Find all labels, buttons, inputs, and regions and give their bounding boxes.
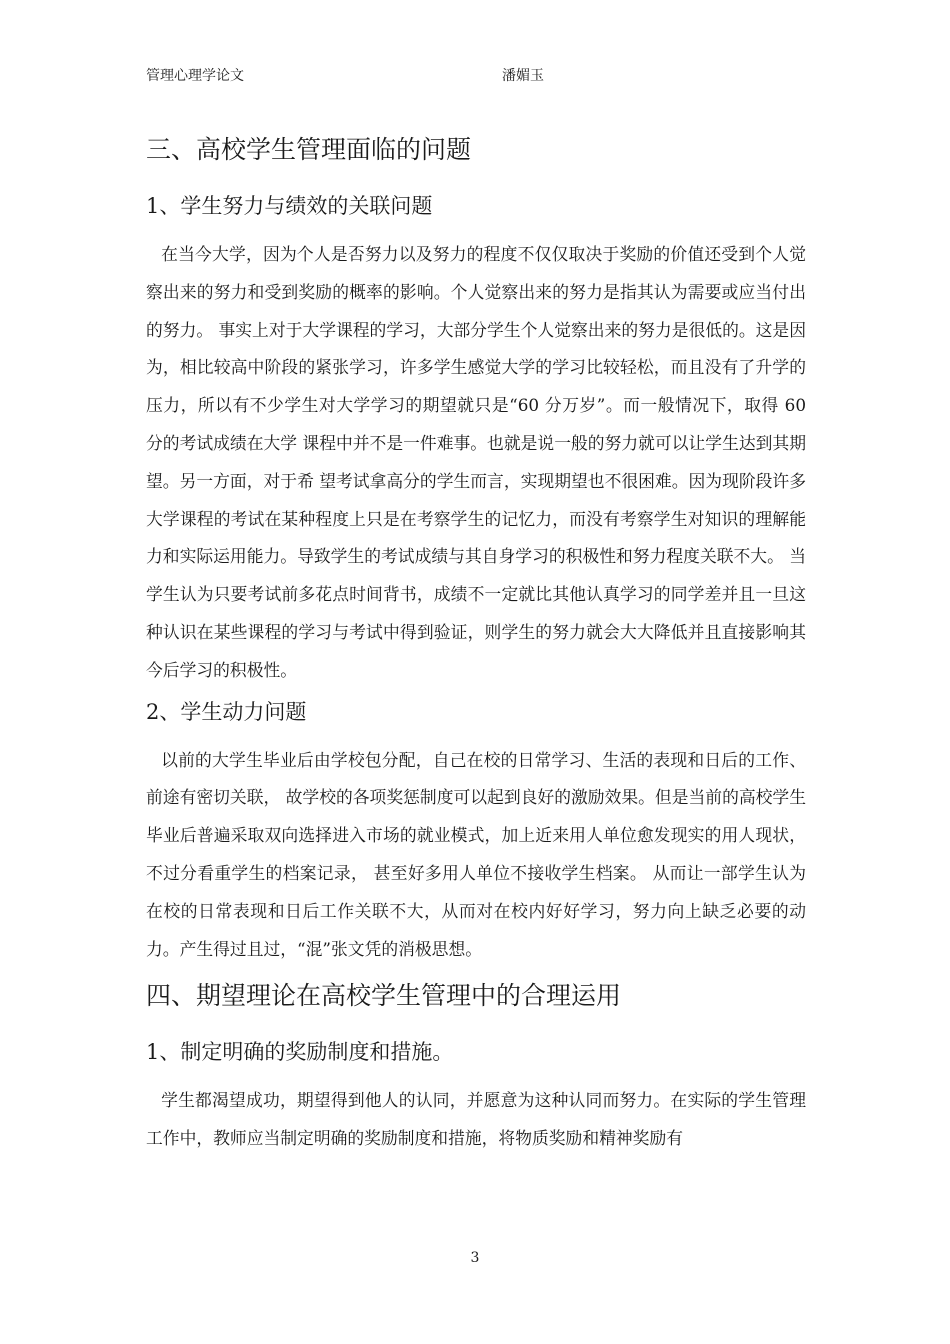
page-header	[146, 66, 806, 86]
header-paper-title: 管理心理学论文	[146, 68, 244, 84]
header-author-name: 潘媚玉	[502, 68, 544, 84]
subsection-heading-3-1: 1、学生努力与绩效的关联问题	[146, 194, 433, 218]
document-body	[146, 128, 806, 1158]
paragraph-student-motivation: 以前的大学生毕业后由学校包分配，自己在校的日常学习、生活的表现和日后的工作、 前途有密切关联， 故学校的各项奖惩制度可以起到良好的激励效果。但是当前的高校学生毕业后普遍采取双向选择进入市场的就业模式，加上近来用人单位愈发现实的用人现状，不过分看重学生的档案记录， 甚至好多用人单位不接收学生档案。 从而让一部学生认为在校的日常表现和日后工作关联不大，从而对在校内好好学习，努力向上缺乏必要的动力。产生得过且过，“混”张文凭的消极思想。	[146, 749, 806, 959]
paragraph-reward-system: 学生都渴望成功，期望得到他人的认同，并愿意为这种认同而努力。在实际的学生管理工作中，教师应当制定明确的奖励制度和措施，将物质奖励和精神奖励有	[146, 1090, 806, 1149]
page-number: 3	[470, 1250, 480, 1266]
section-heading-3: 三、高校学生管理面临的问题	[146, 135, 472, 164]
paragraph-effort-performance: 在当今大学，因为个人是否努力以及努力的程度不仅仅取决于奖励的价值还受到个人觉察出来的努力和受到奖励的概率的影响。个人觉察出来的努力是指其认为需要或应当付出的努力。 事实上对于大学课程的学习，大部分学生个人觉察出来的努力是很低的。这是因为，相比较高中阶段的紧张学习，许多学生感觉大学的学习比较轻松，而且没有了升学的压力，所以有不少学生对大学学习的期望就只是“60 分万岁”。而一般情况下，取得 60 分的考试成绩在大学 课程中并不是一件难事。也就是说一般的努力就可以让学生达到其期望。另一方面，对于希 望考试拿高分的学生而言，实现期望也不很困难。因为现阶段许多大学课程的考试在某种程度上只是在考察学生的记忆力，而没有考察学生对知识的理解能力和实际运用能力。导致学生的考试成绩与其自身学习的积极性和努力程度关联不大。 当学生认为只要考试前多花点时间背书，成绩不一定就比其他认真学习的同学差并且一旦这种认识在某些课程的学习与考试中得到验证，则学生的努力就会大大降低并且直接影响其今后学习的积极性。	[146, 244, 806, 680]
subsection-heading-3-2: 2、学生动力问题	[146, 699, 307, 724]
section-heading-4: 四、期望理论在高校学生管理中的合理运用	[146, 981, 622, 1011]
subsection-heading-4-1: 1、制定明确的奖励制度和措施。	[146, 1040, 454, 1065]
